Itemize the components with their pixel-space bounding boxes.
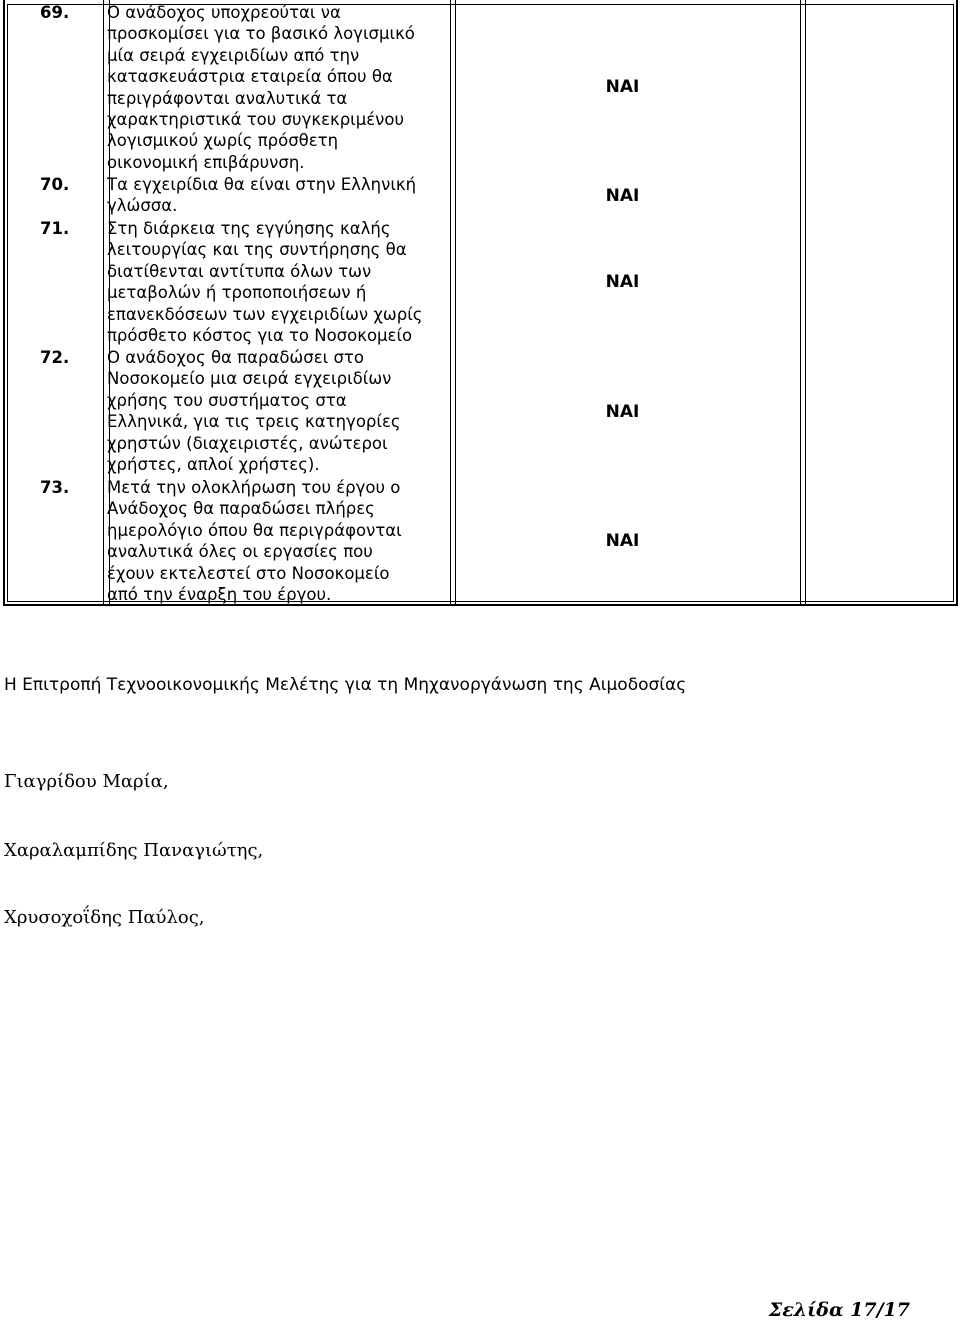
page-number: Σελίδα 17/17 bbox=[768, 1299, 910, 1321]
requirement-number: 72. bbox=[40, 348, 70, 367]
requirement-answer: ΝΑΙ bbox=[605, 186, 640, 206]
committee-member: Χαραλαμπίδης Παναγιώτης, bbox=[4, 840, 264, 861]
committee-member: Χρυσοχοΐδης Παύλος, bbox=[4, 907, 205, 928]
committee-member: Γιαγρίδου Μαρία, bbox=[4, 771, 169, 792]
requirement-text: Τα εγχειρίδια θα είναι στην Ελληνική γλώσσα. bbox=[107, 175, 417, 216]
requirement-answer: ΝΑΙ bbox=[605, 272, 640, 292]
requirement-answer: ΝΑΙ bbox=[605, 531, 640, 551]
requirement-text: Ο ανάδοχος θα παραδώσει στο Νοσοκομείο μια σειρά εγχειριδίων χρήσης του συστήματος στα Ελληνικά, για τις τρεις κατηγορίες χρηστών (διαχειριστές, ανώτεροι χρήστες, απλοί χρήστες). bbox=[107, 348, 401, 475]
requirement-text: Μετά την ολοκλήρωση του έργου ο Ανάδοχος θα παραδώσει πλήρες ημερολόγιο όπου θα περιγράφονται αναλυτικά όλες οι εργασίες που έχουν εκτελεστεί στο Νοσοκομείο από την έναρξη του έργου. bbox=[107, 478, 402, 605]
requirement-number: 71. bbox=[40, 219, 70, 238]
column-divider bbox=[805, 0, 806, 604]
requirement-text: Στη διάρκεια της εγγύησης καλής λειτουργίας και της συντήρησης θα διατίθενται αντίτυπα όλων των μεταβολών ή τροποποιήσεων ή επανεκδόσεων των εγχειριδίων χωρίς πρόσθετο κόστος για το Νοσοκομείο bbox=[107, 219, 423, 346]
requirement-text: Ο ανάδοχος υποχρεούται να προσκομίσει για το βασικό λογισμικό μία σειρά εγχειριδίων από την κατασκευάστρια εταιρεία όπου θα περιγράφονται αναλυτικά τα χαρακτηριστικά του συγκεκριμένου λογισμικού χωρίς πρόσθετη οικονομική επιβάρυνση. bbox=[107, 3, 415, 172]
column-divider bbox=[800, 0, 801, 604]
requirement-answer: ΝΑΙ bbox=[605, 402, 640, 422]
column-divider bbox=[103, 0, 104, 604]
requirement-number: 69. bbox=[40, 3, 70, 22]
requirement-answer: ΝΑΙ bbox=[605, 77, 640, 97]
committee-title: Η Επιτροπή Τεχνοοικονομικής Μελέτης για τη Μηχανοργάνωση της Αιμοδοσίας bbox=[4, 675, 687, 695]
requirement-number: 70. bbox=[40, 175, 70, 194]
requirement-number: 73. bbox=[40, 478, 70, 497]
